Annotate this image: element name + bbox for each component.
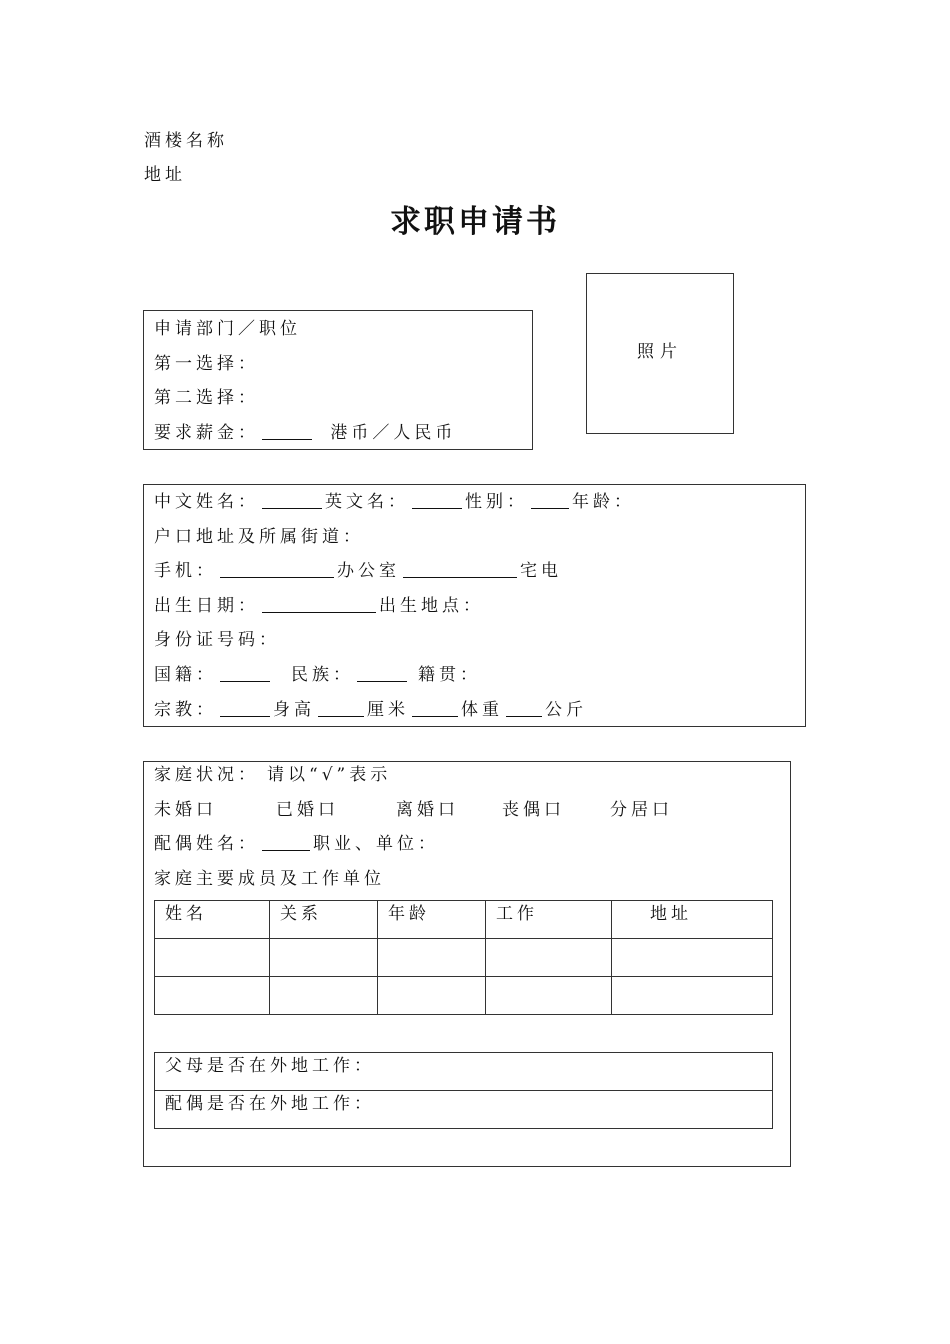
option-separated[interactable]: 分居口 <box>610 799 673 820</box>
photo-box[interactable] <box>586 273 734 434</box>
table-cell[interactable] <box>612 977 773 1015</box>
id-number-field[interactable] <box>154 623 805 658</box>
spouse-job-label: 职业、单位： <box>313 834 439 855</box>
col-work-header: 工作 <box>486 901 612 939</box>
gender-input[interactable] <box>531 489 569 509</box>
english-name-label: 英文名： <box>325 492 409 512</box>
family-members-table <box>154 900 773 1015</box>
office-phone-input[interactable] <box>403 558 517 578</box>
nationality-label: 国籍： <box>154 664 217 685</box>
birth-date-label: 出生日期： <box>154 595 259 616</box>
mobile-input[interactable] <box>220 558 334 578</box>
table-row <box>155 1053 773 1091</box>
family-status-label: 家庭状况： <box>154 765 259 785</box>
spouse-name-input[interactable] <box>262 831 310 851</box>
hukou-label: 户口地址及所属街道： <box>154 526 364 547</box>
restaurant-name-label: 酒楼名称 <box>144 131 228 151</box>
ethnicity-label: 民族： <box>291 664 354 685</box>
option-divorced[interactable]: 离婚口 <box>396 799 459 820</box>
weight-input-pre[interactable] <box>412 697 458 717</box>
spouse-away-cell[interactable] <box>155 1091 773 1129</box>
col-address-header: 地址 <box>612 901 773 939</box>
check-instruction: 请以“√”表示 <box>267 765 392 785</box>
gender-label: 性别： <box>465 492 528 512</box>
kg-label: 公斤 <box>545 699 587 720</box>
second-choice-field[interactable] <box>154 381 532 416</box>
salary-unit: 港币／人民币 <box>330 422 457 443</box>
table-header-row <box>155 901 773 939</box>
table-cell[interactable] <box>486 977 612 1015</box>
table-cell[interactable] <box>270 977 378 1015</box>
photo-label: 照片 <box>637 342 683 362</box>
members-heading: 家庭主要成员及工作单位 <box>154 868 385 889</box>
birth-place-label: 出生地点： <box>379 595 484 616</box>
option-unmarried[interactable]: 未婚口 <box>154 799 217 820</box>
marital-options <box>154 793 673 828</box>
hukou-field[interactable] <box>154 520 805 555</box>
first-choice-field[interactable] <box>154 347 532 382</box>
table-cell[interactable] <box>378 977 486 1015</box>
table-cell[interactable] <box>155 977 270 1015</box>
weight-input[interactable] <box>506 697 542 717</box>
table-row <box>155 1091 773 1129</box>
position-section <box>143 310 533 450</box>
parents-away-label: 父母是否在外地工作： <box>165 1056 375 1076</box>
spouse-away-label: 配偶是否在外地工作： <box>165 1094 375 1114</box>
office-phone-label: 办公室 <box>337 561 400 582</box>
english-name-input[interactable] <box>412 489 462 509</box>
age-label: 年龄： <box>572 492 635 512</box>
family-section <box>143 761 791 1167</box>
table-cell[interactable] <box>155 939 270 977</box>
table-row <box>155 977 773 1015</box>
religion-input[interactable] <box>220 697 270 717</box>
parents-away-cell[interactable] <box>155 1053 773 1091</box>
option-married[interactable]: 已婚口 <box>276 799 339 820</box>
cm-label: 厘米 <box>367 699 409 720</box>
nationality-input[interactable] <box>220 662 270 682</box>
id-number-label: 身份证号码： <box>154 630 280 651</box>
work-location-table <box>154 1052 773 1129</box>
height-input[interactable] <box>318 697 364 717</box>
option-widowed[interactable]: 丧偶口 <box>502 799 565 820</box>
col-name-header: 姓名 <box>155 901 270 939</box>
position-heading: 申请部门／职位 <box>154 319 301 339</box>
chinese-name-label: 中文姓名： <box>154 492 259 512</box>
first-choice-label: 第一选择： <box>154 353 259 374</box>
table-cell[interactable] <box>378 939 486 977</box>
address-label: 地址 <box>144 165 186 185</box>
col-age-header: 年龄 <box>378 901 486 939</box>
table-cell[interactable] <box>612 939 773 977</box>
salary-label: 要求薪金： <box>154 422 259 443</box>
height-label: 身高 <box>273 699 315 720</box>
page-title: 求职申请书 <box>390 204 560 240</box>
ethnicity-input[interactable] <box>357 662 407 682</box>
mobile-label: 手机： <box>154 561 217 582</box>
col-relation-header: 关系 <box>270 901 378 939</box>
second-choice-label: 第二选择： <box>154 388 259 409</box>
salary-input[interactable] <box>262 420 312 440</box>
table-cell[interactable] <box>486 939 612 977</box>
table-cell[interactable] <box>270 939 378 977</box>
native-place-label: 籍贯： <box>418 664 481 685</box>
personal-info-section <box>143 484 806 727</box>
religion-label: 宗教： <box>154 699 217 720</box>
birth-date-input[interactable] <box>262 593 376 613</box>
chinese-name-input[interactable] <box>262 489 322 509</box>
home-phone-label: 宅电 <box>520 561 562 582</box>
spouse-name-label: 配偶姓名： <box>154 834 259 855</box>
weight-label: 体重 <box>461 699 503 720</box>
table-row <box>155 939 773 977</box>
